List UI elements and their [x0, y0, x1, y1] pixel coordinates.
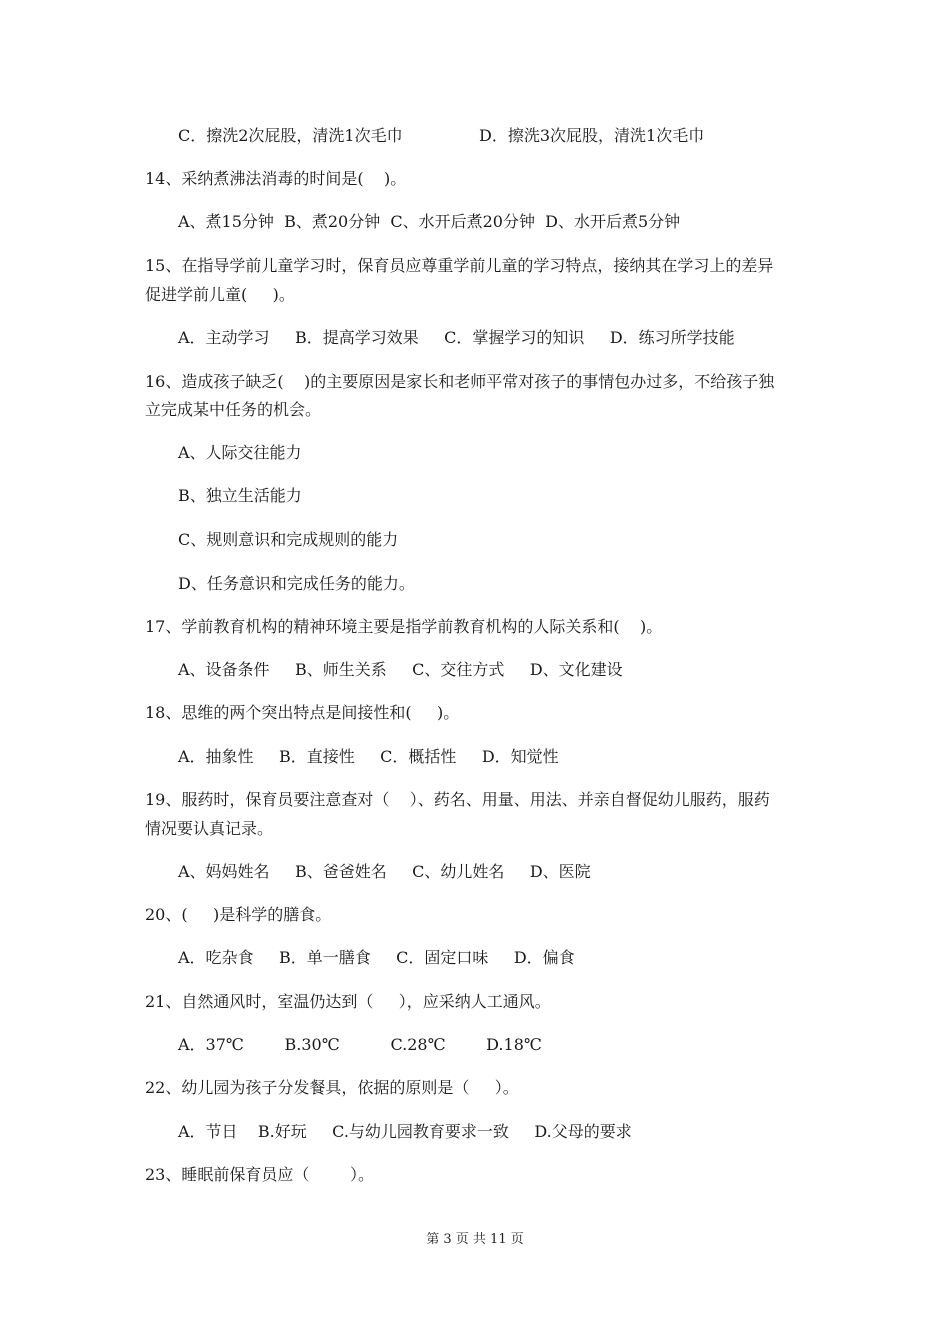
question-17-options: A、设备条件 B、师生关系 C、交往方式 D、文化建设 — [178, 660, 623, 679]
question-22-options: A．节日 B.好玩 C.与幼儿园教育要求一致 D.父母的要求 — [178, 1122, 632, 1141]
question-16-option-c: C、规则意识和完成规则的能力 — [178, 530, 399, 549]
question-15-line-2: 促进学前儿童( )。 — [145, 285, 295, 304]
question-14-options: A、煮15分钟 B、煮20分钟 C、水开后煮20分钟 D、水开后煮5分钟 — [178, 212, 681, 231]
question-16-line-2: 立完成某中任务的机会。 — [145, 400, 322, 419]
question-16-option-a: A、人际交往能力 — [178, 443, 302, 462]
question-23: 23、睡眠前保育员应（ ）。 — [145, 1165, 375, 1184]
question-19-line-1: 19、服药时，保育员要注意查对（ ）、药名、用量、用法、并亲自督促幼儿服药，服药 — [145, 790, 770, 809]
question-15-options: A．主动学习 B．提高学习效果 C．掌握学习的知识 D．练习所学技能 — [178, 328, 735, 347]
question-15-line-1: 15、在指导学前儿童学习时，保育员应尊重学前儿童的学习特点，接纳其在学习上的差异 — [145, 256, 774, 275]
question-21: 21、自然通风时，室温仍达到（ ），应采纳人工通风。 — [145, 992, 551, 1011]
question-19-line-2: 情况要认真记录。 — [145, 819, 274, 838]
page-number-footer: 第 3 页 共 11 页 — [426, 1232, 524, 1247]
question-17: 17、学前教育机构的精神环境主要是指学前教育机构的人际关系和( )。 — [145, 617, 663, 636]
question-20-options: A．吃杂食 B．单一膳食 C．固定口味 D．偏食 — [178, 948, 575, 967]
question-18: 18、思维的两个突出特点是间接性和( )。 — [145, 703, 460, 722]
q13-option-c: C．擦洗2次屁股，清洗1次毛巾 — [178, 126, 403, 145]
question-21-options: A．37℃ B.30℃ C.28℃ D.18℃ — [178, 1035, 542, 1054]
question-20: 20、( )是科学的膳食。 — [145, 905, 332, 924]
question-16-line-1: 16、造成孩子缺乏( )的主要原因是家长和老师平常对孩子的事情包办过多，不给孩子独 — [145, 372, 775, 391]
question-19-options: A、妈妈姓名 B、爸爸姓名 C、幼儿姓名 D、医院 — [178, 862, 591, 881]
question-16-option-b: B、独立生活能力 — [178, 486, 302, 505]
q13-option-d: D．擦洗3次屁股，清洗1次毛巾 — [479, 126, 705, 145]
question-22: 22、幼儿园为孩子分发餐具，依据的原则是（ ）。 — [145, 1078, 519, 1097]
question-18-options: A．抽象性 B．直接性 C．概括性 D．知觉性 — [178, 747, 559, 766]
question-16-option-d: D、任务意识和完成任务的能力。 — [178, 574, 415, 593]
question-14: 14、采纳煮沸法消毒的时间是( )。 — [145, 169, 407, 188]
